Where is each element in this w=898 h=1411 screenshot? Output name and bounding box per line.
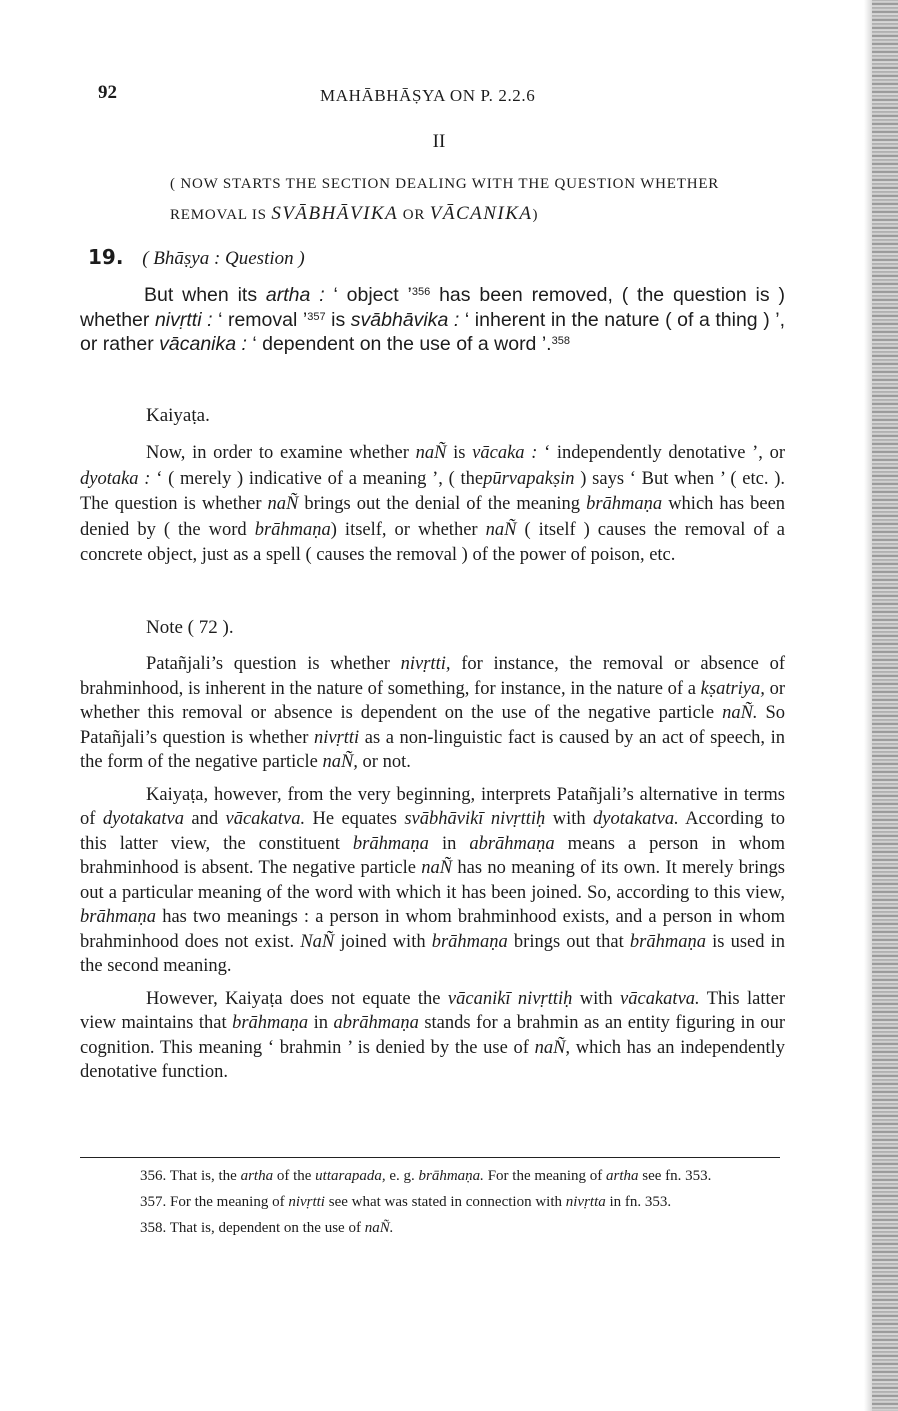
- italic-term: dyotakatva.: [592, 809, 679, 829]
- text-run: has no meaning of its own. It merely brings out a particular meaning of the word with which it has been joined. So, according to this view,: [80, 858, 786, 903]
- italic-term: naÑ.: [364, 1220, 394, 1236]
- italic-term: vācanika :: [159, 333, 247, 355]
- italic-term: brāhmaṇa: [80, 907, 157, 927]
- kaiyata-commentary: [80, 441, 785, 569]
- italic-term: vācaka :: [472, 443, 538, 463]
- text-run: ( itself ) causes the removal of a concrete object, just as a spell ( causes the removal ) of the power of poison, etc.: [80, 519, 785, 565]
- italic-term: brāhmaṇa: [629, 931, 706, 952]
- italic-term: naÑ: [415, 443, 447, 463]
- text-run: which has been denied by ( the word: [80, 494, 786, 540]
- text-run: brings out the denial of the meaning: [304, 494, 581, 514]
- italic-term: artha :: [265, 284, 325, 306]
- italic-term: svābhāvika :: [350, 308, 460, 331]
- italic-term: abrāhmaṇa: [333, 1013, 419, 1033]
- text-run: ‘ object ’: [333, 284, 412, 306]
- text-run: brings out that: [513, 931, 624, 952]
- footnote-358: [74, 1219, 780, 1238]
- page-edge-scan: [872, 0, 898, 1411]
- term-svabhavika: SVĀBHĀVIKA: [271, 203, 399, 224]
- footnote-number: 357.: [140, 1194, 167, 1210]
- text-run: joined with: [340, 931, 426, 952]
- text-run: So Patañjali’s question is whether: [80, 703, 785, 748]
- footnote-357: [74, 1193, 780, 1212]
- italic-term: artha: [606, 1168, 639, 1184]
- italic-term: naÑ.: [722, 703, 758, 723]
- text-run: which has an independently denotative function.: [80, 1037, 786, 1082]
- italic-term: nivṛtti: [288, 1194, 325, 1210]
- italic-term: brāhmaṇa: [254, 519, 331, 540]
- footnote-ref-358[interactable]: 358: [551, 335, 570, 347]
- section-desc-text: ( NOW STARTS THE SECTION DEALING WITH THE QUESTION WHETHER REMOVAL IS: [170, 176, 720, 223]
- note-paragraph-2: [80, 783, 785, 979]
- italic-term: uttarapada,: [315, 1168, 386, 1184]
- text-run: see fn. 353.: [642, 1168, 712, 1184]
- term-vacanika: VĀCANIKA: [429, 203, 533, 224]
- italic-term: brāhmaṇa: [586, 494, 663, 514]
- note-body: [80, 652, 785, 1093]
- italic-term: naÑ,: [322, 752, 358, 772]
- text-run: This latter view maintains that: [80, 988, 785, 1033]
- italic-term: brāhmaṇa: [352, 833, 429, 854]
- italic-term: vācakatva.: [620, 988, 700, 1009]
- footnote-ref-356[interactable]: 356: [411, 286, 431, 298]
- italic-term: NaÑ: [300, 931, 335, 952]
- text-run: ) says ‘ But when ’ ( etc. ). The question is whether: [80, 468, 785, 514]
- note-heading: Note ( 72 ).: [146, 617, 234, 638]
- text-run: as a non-linguistic fact is caused by an act of speech, in the form of the negative particle: [80, 727, 785, 772]
- text-run: or whether this removal or absence is dependent on the use of the negative particle: [80, 678, 786, 723]
- italic-term: nivṛtta: [565, 1194, 606, 1210]
- italic-term: nivṛtti: [313, 727, 360, 748]
- italic-term: naÑ,: [534, 1037, 571, 1058]
- text-run: That is, the: [169, 1168, 237, 1184]
- kaiyata-paragraph: [80, 441, 785, 569]
- section-desc-close: ): [532, 207, 539, 223]
- italic-term: naÑ: [485, 519, 517, 540]
- bhasya-label: ( Bhāṣya : Question ): [142, 248, 305, 269]
- running-title: MAHĀBHĀṢYA ON P. 2.2.6: [320, 86, 536, 105]
- italic-term: dyotaka :: [80, 468, 151, 489]
- text-run: see what was stated in connection with: [328, 1194, 563, 1210]
- footnotes: [74, 1167, 780, 1245]
- italic-term: vācakatva.: [225, 809, 306, 829]
- italic-term: kṣatriya,: [700, 678, 765, 699]
- section-description: [170, 170, 730, 230]
- text-run: stands for a brahmin as an entity figuring in our cognition. This meaning ‘ brahmin ’ is denied by the use of: [80, 1013, 786, 1058]
- text-run: However, Kaiyaṭa does not equate the: [146, 988, 441, 1009]
- italic-term: naÑ: [267, 494, 299, 514]
- text-run: or not.: [362, 752, 411, 772]
- text-run: has two meanings : a person in whom brahminhood exists, and a person in whom brahminhood does not exist.: [80, 907, 785, 952]
- footnote-number: 358.: [140, 1220, 167, 1236]
- bhasya-number: 19.: [88, 245, 124, 269]
- text-run: According to this latter view, the constituent: [80, 809, 786, 854]
- page-number: 92: [98, 82, 117, 103]
- footnote-356: [74, 1167, 780, 1186]
- text-run: of the: [276, 1168, 312, 1184]
- page-gutter-shadow: [864, 0, 872, 1411]
- text-run: in fn. 353.: [609, 1194, 672, 1210]
- text-run: with: [579, 988, 613, 1009]
- text-run: ) itself, or whether: [330, 519, 478, 540]
- italic-term: naÑ: [421, 858, 453, 878]
- note-paragraph-3: [80, 987, 785, 1085]
- text-run: For the meaning of: [487, 1168, 603, 1184]
- text-run: is: [331, 308, 346, 331]
- text-run: in: [441, 833, 457, 854]
- text-run: ‘ inherent in the nature ( of a thing ) ’, or rather: [80, 308, 785, 355]
- text-run: For the meaning of: [170, 1194, 285, 1210]
- text-run: means a person in whom brahminhood is absent. The negative particle: [80, 833, 786, 878]
- text-run: e. g.: [389, 1168, 415, 1184]
- italic-term: artha: [240, 1168, 274, 1184]
- italic-term: abrāhmaṇa: [469, 833, 555, 854]
- section-number: II: [432, 131, 446, 152]
- italic-term: nivṛtti,: [400, 654, 451, 674]
- italic-term: vācanikī nivṛttiḥ: [447, 988, 573, 1009]
- text-run: Now, in order to examine whether: [146, 443, 409, 463]
- text-run: with: [552, 809, 586, 829]
- note-paragraph-1: [80, 652, 785, 775]
- text-run: for instance, the removal or absence of brahminhood, is inherent in the nature of something, for instance, in the nature of a: [80, 654, 786, 699]
- section-desc-or: OR: [402, 207, 426, 223]
- italic-term: nivṛtti :: [154, 308, 213, 331]
- text-run: is used in the second meaning.: [80, 931, 785, 976]
- italic-term: dyotakatva: [102, 809, 184, 829]
- bhasya-text: [80, 283, 785, 357]
- text-run: Kaiyaṭa, however, from the very beginning, interprets Patañjali’s alternative in terms of: [80, 784, 785, 829]
- italic-term: pūrvapakṣin: [483, 468, 575, 489]
- text-run: ‘ dependent on the use of a word ’.: [252, 333, 552, 355]
- italic-term: brāhmaṇa: [431, 931, 508, 952]
- text-run: ‘ independently denotative ’, or: [544, 443, 786, 463]
- italic-term: brāhmaṇa: [232, 1013, 309, 1033]
- text-run: ‘ ( merely ) indicative of a meaning ’, ( the: [156, 468, 484, 489]
- text-run: in: [313, 1013, 329, 1033]
- text-run: has been removed, ( the question is ) whether: [80, 284, 785, 331]
- text-run: That is, dependent on the use of: [169, 1220, 361, 1236]
- bhasya-heading: [88, 245, 305, 270]
- text-run: and: [191, 809, 219, 829]
- bhasya-paragraph: [80, 283, 785, 357]
- text-run: Patañjali’s question is whether: [146, 654, 390, 674]
- text-run: But when its: [144, 284, 258, 306]
- text-run: ‘ removal ’: [218, 308, 308, 331]
- kaiyata-heading: Kaiyaṭa.: [146, 405, 210, 426]
- footnote-number: 356.: [140, 1168, 167, 1184]
- italic-term: brāhmaṇa.: [418, 1168, 484, 1184]
- italic-term: svābhāvikī nivṛttiḥ: [404, 809, 546, 829]
- text-run: He equates: [312, 809, 397, 829]
- footnote-ref-357[interactable]: 357: [307, 310, 326, 323]
- footnote-divider: [80, 1157, 780, 1158]
- text-run: is: [453, 443, 466, 463]
